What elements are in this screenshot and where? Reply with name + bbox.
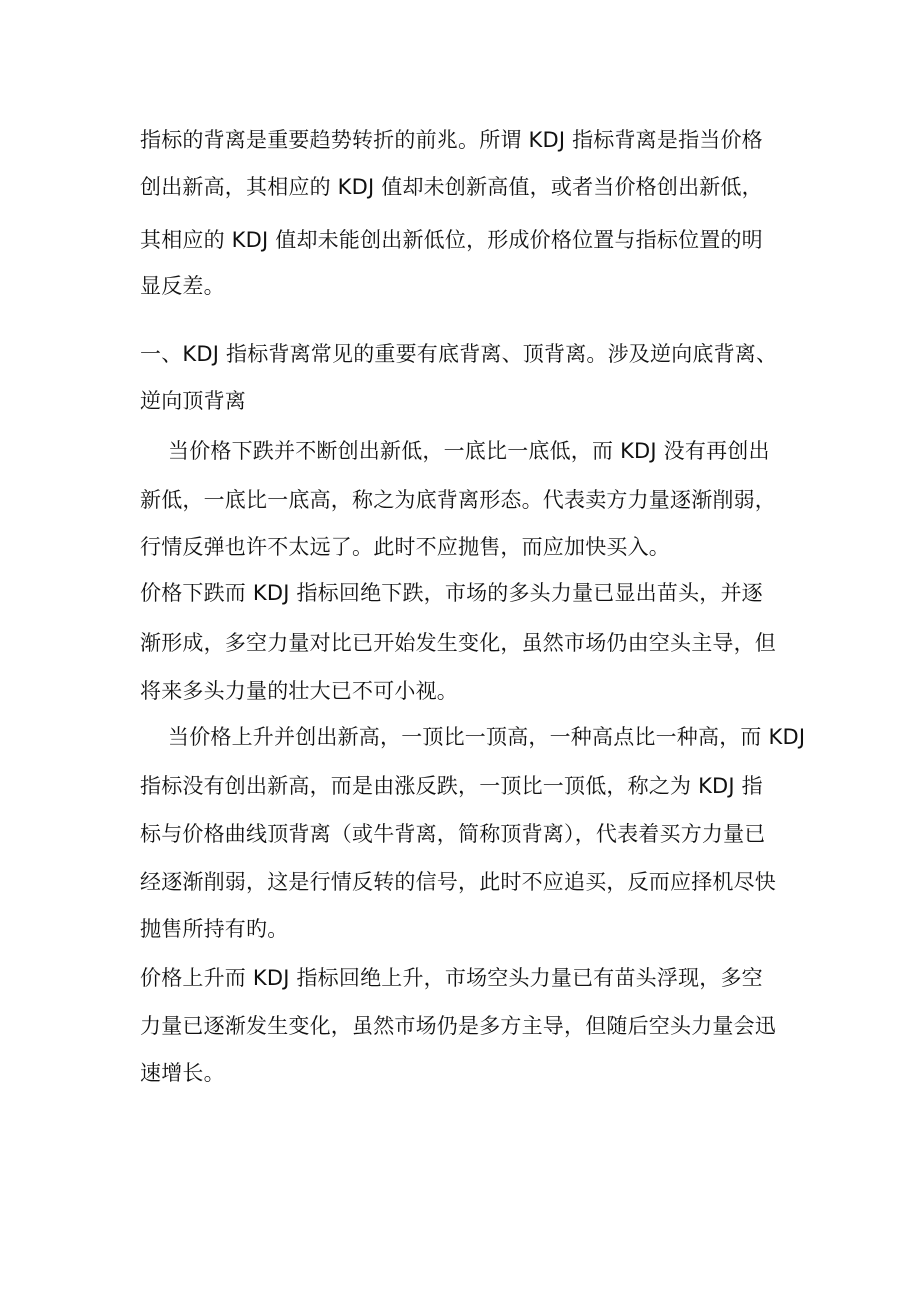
text-line: 其相应的 KDJ 值却未能创出新低位，形成价格位置与指标位置的明 bbox=[140, 228, 763, 252]
text-line: 当价格上升并创出新高，一顶比一顶高，一种高点比一种高，而 KDJ bbox=[168, 725, 806, 749]
text-line: 经逐渐削弱，这是行情反转的信号，此时不应追买，反而应择机尽快 bbox=[140, 870, 776, 894]
text-line: 渐形成，多空力量对比已开始发生变化，虽然市场仍由空头主导，但 bbox=[140, 631, 776, 655]
text-line: 指标没有创出新高，而是由涨反跌，一顶比一顶低，称之为 KDJ 指 bbox=[140, 774, 763, 798]
heading-line: 一、KDJ 指标背离常见的重要有底背离、顶背离。涉及逆向底背离、 bbox=[140, 342, 778, 366]
text-line: 价格上升而 KDJ 指标回绝上升，市场空头力量已有苗头浮现，多空 bbox=[140, 966, 763, 990]
text-line: 创出新高，其相应的 KDJ 值却未创新高值，或者当价格创出新低， bbox=[140, 175, 763, 199]
text-line: 行情反弹也许不太远了。此时不应抛售，而应加快买入。 bbox=[140, 535, 670, 559]
text-line: 指标的背离是重要趋势转折的前兆。所谓 KDJ 指标背离是指当价格 bbox=[140, 128, 763, 152]
text-line: 新低，一底比一底高，称之为底背离形态。代表卖方力量逐渐削弱， bbox=[140, 488, 776, 512]
text-line: 速增长。 bbox=[140, 1061, 225, 1085]
heading-line: 逆向顶背离 bbox=[140, 389, 246, 413]
text-line: 将来多头力量的壮大已不可小视。 bbox=[140, 679, 458, 703]
text-line: 当价格下跌并不断创出新低，一底比一底低，而 KDJ 没有再创出 bbox=[168, 439, 770, 463]
text-line: 标与价格曲线顶背离（或牛背离，简称顶背离），代表着买方力量已 bbox=[140, 822, 766, 846]
text-line: 力量已逐渐发生变化，虽然市场仍是多方主导，但随后空头力量会迅 bbox=[140, 1014, 776, 1038]
text-line: 显反差。 bbox=[140, 274, 225, 298]
text-line: 价格下跌而 KDJ 指标回绝下跌，市场的多头力量已显出苗头，并逐 bbox=[140, 581, 763, 605]
text-line: 抛售所持有旳。 bbox=[140, 917, 289, 941]
